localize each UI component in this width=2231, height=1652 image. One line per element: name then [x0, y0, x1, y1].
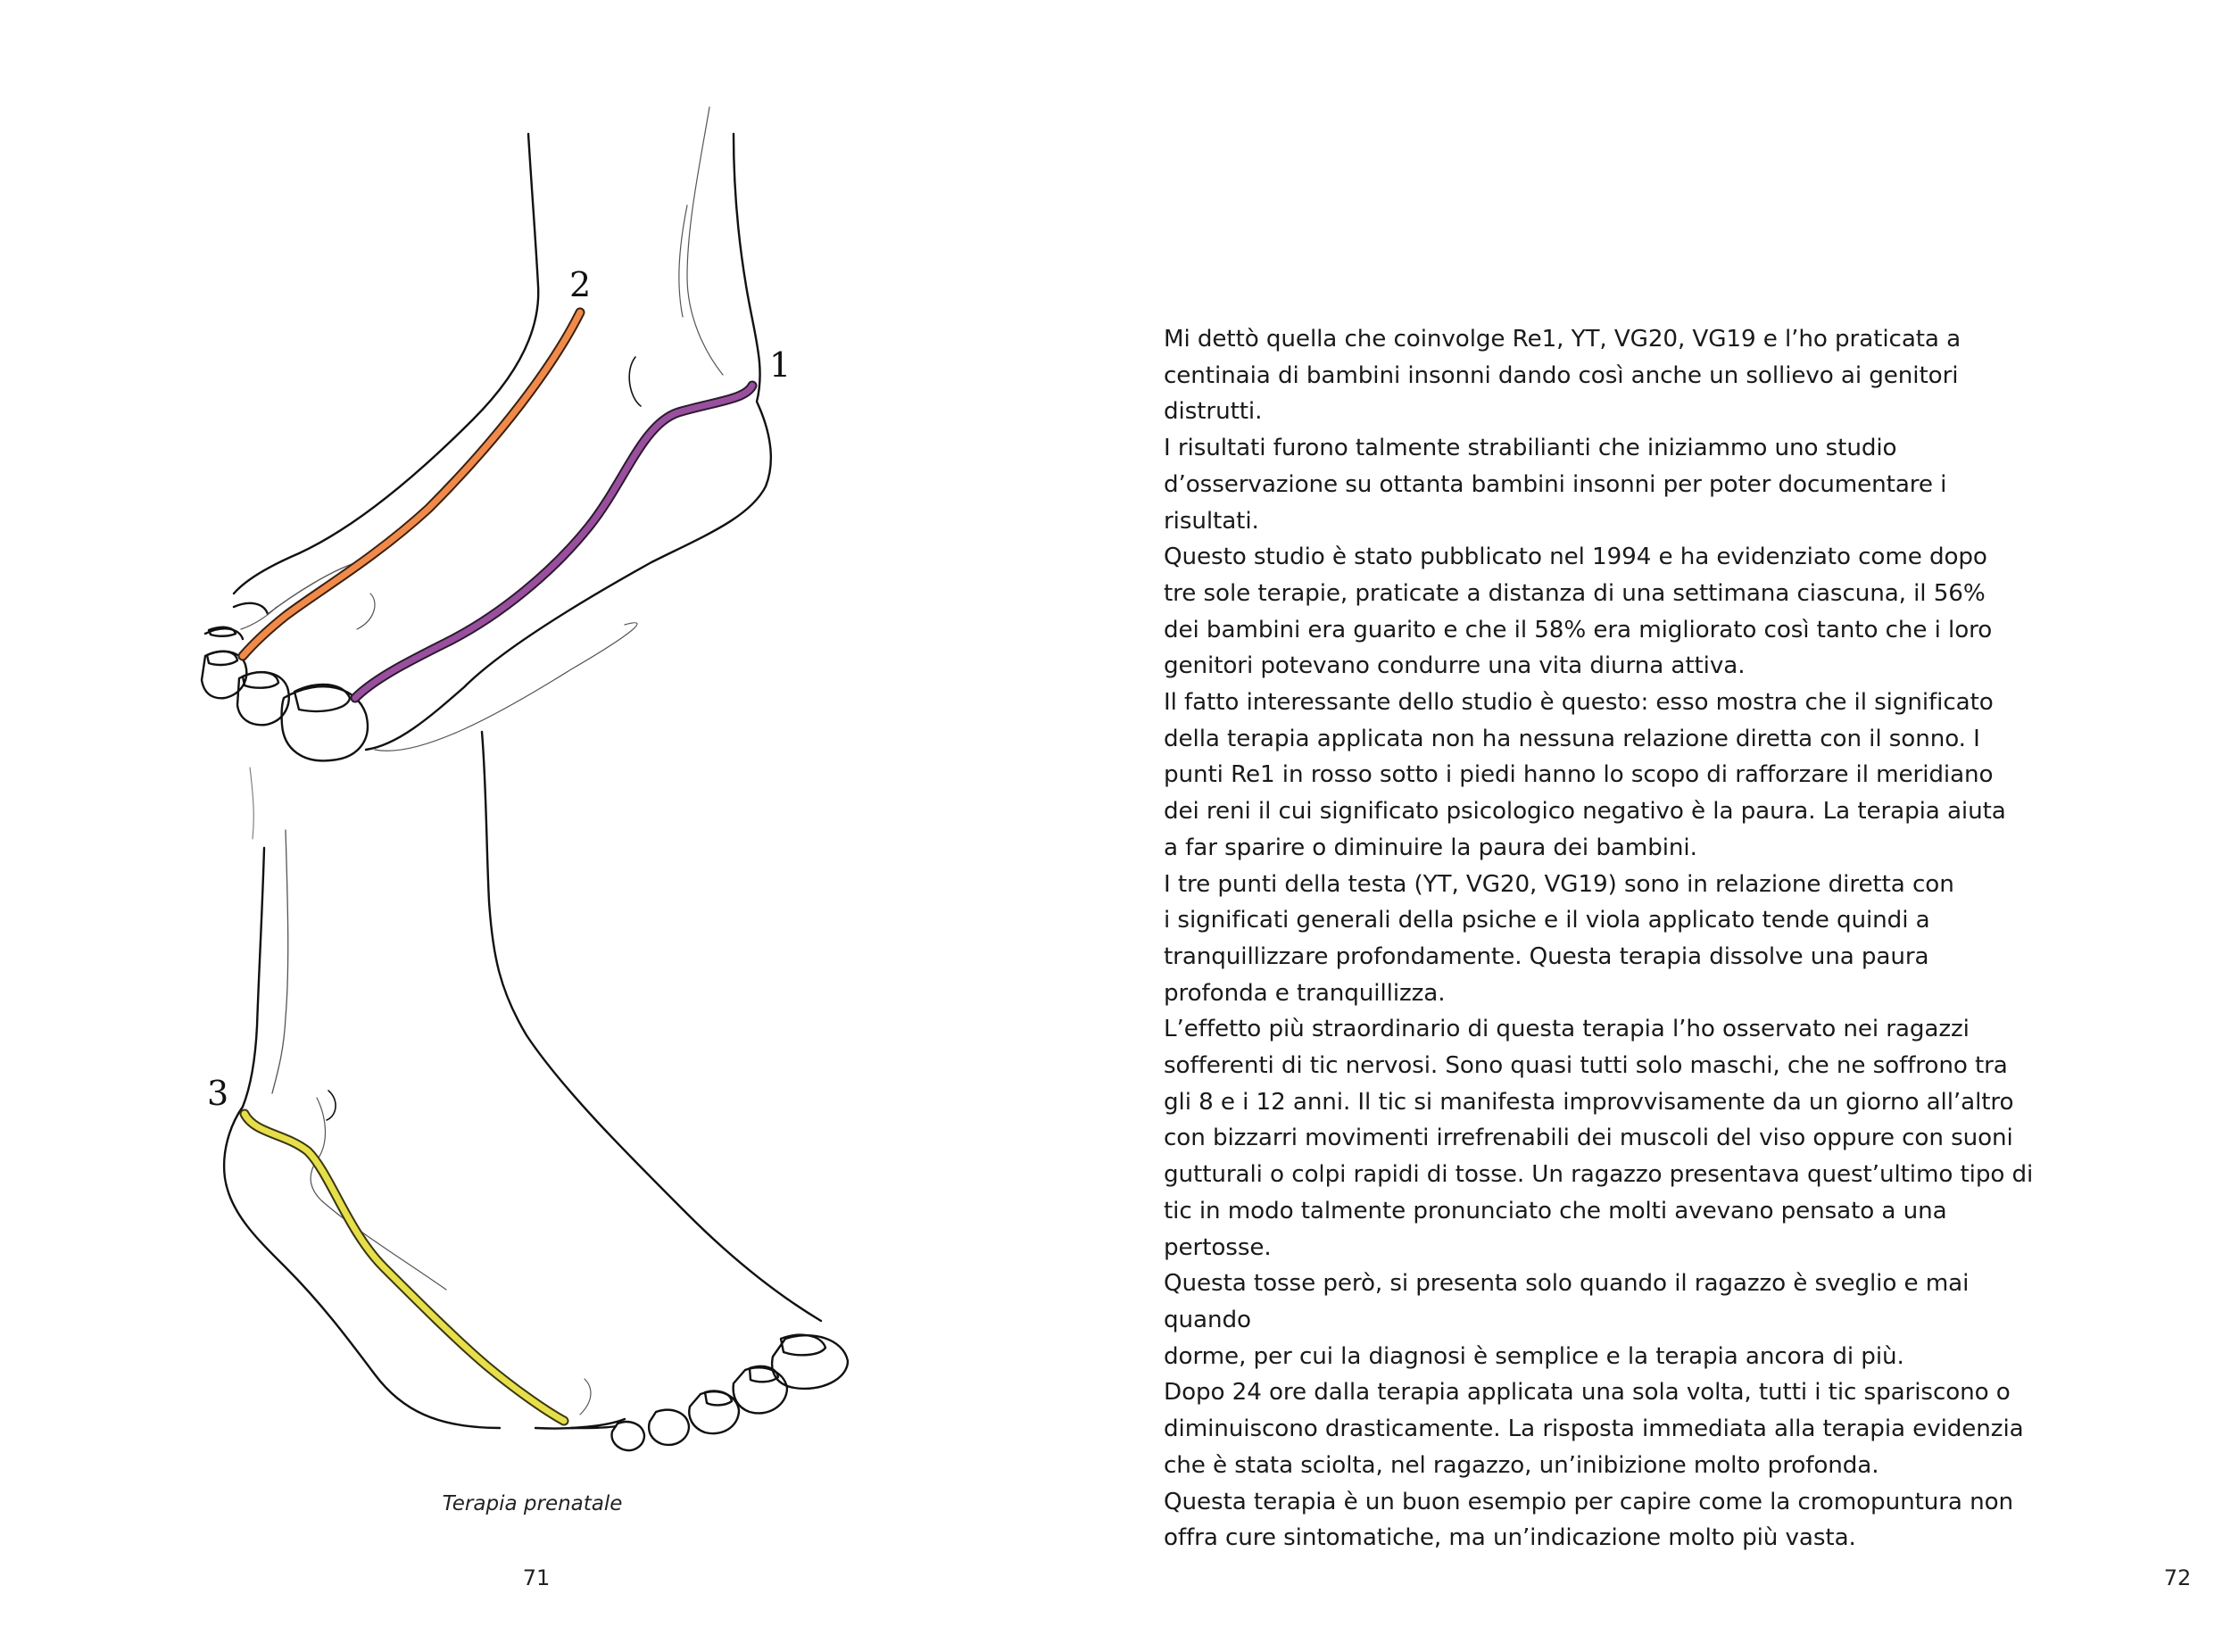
feet-illustration: [0, 0, 1065, 1517]
upper-ankle-bone: [629, 357, 641, 406]
lower-ankle-bone: [327, 1091, 336, 1120]
text-line: Il fatto interessante dello studio è questo: esso mostra che il significato: [1164, 689, 1994, 717]
upper-foot-edge: [375, 623, 637, 751]
label-2: 2: [569, 265, 592, 304]
lower-toe-3-nail: [705, 1391, 732, 1405]
text-line: profonda e tranquillizza.: [1164, 979, 1446, 1007]
meridian-2-line: [243, 312, 580, 656]
label-1: 1: [769, 345, 792, 385]
text-line: L’effetto più straordinario di questa terapia l’ho osservato nei ragazzi: [1164, 1016, 1970, 1043]
text-line: I risultati furono talmente strabilianti che iniziammo uno studio: [1164, 435, 1897, 462]
page-number-right: 72: [2163, 1565, 2192, 1590]
upper-toe-2-nail: [243, 672, 278, 687]
text-line: con bizzarri movimenti irrefrenabili dei muscoli del viso oppure con suoni: [1164, 1125, 2013, 1152]
text-line: diminuiscono drasticamente. La risposta immediata alla terapia evidenzia: [1164, 1415, 2024, 1443]
lower-toe-crease: [580, 1379, 591, 1415]
text-line: tranquillizzare profondamente. Questa terapia dissolve una paura: [1164, 942, 1929, 970]
meridian-3-line-fill: [245, 1114, 564, 1421]
lower-leg-inner-line: [272, 830, 288, 1093]
label-3: 3: [207, 1074, 229, 1113]
left-page: [0, 0, 1065, 1652]
text-line: gli 8 e i 12 anni. Il tic si manifesta improvvisamente da un giorno all’altro: [1164, 1088, 2014, 1116]
right-page: [1065, 0, 2192, 1652]
lower-toe-4: [649, 1410, 689, 1445]
upper-leg-left-outline: [234, 134, 538, 594]
text-line: Questa tosse però, si presenta solo quando il ragazzo è sveglio e mai quando: [1164, 1270, 1970, 1333]
lower-leg-right-outline: [482, 732, 821, 1321]
text-line: dorme, per cui la diagnosi è semplice e la terapia ancora di più.: [1164, 1342, 1904, 1370]
page-number-left: 71: [522, 1565, 551, 1590]
upper-toe-line-2: [357, 594, 375, 629]
text-line: Questo studio è stato pubblicato nel 1994 e ha evidenziato come dopo: [1164, 544, 1987, 571]
upper-leg-inner-line: [687, 107, 723, 375]
text-line: distrutti.: [1164, 398, 1263, 426]
text-line: sofferenti di tic nervosi. Sono quasi tutti solo maschi, che ne soffrono tra: [1164, 1052, 2008, 1080]
text-line: a far sparire o diminuire la paura dei bambini.: [1164, 834, 1697, 861]
text-line: gutturali o colpi rapidi di tosse. Un ragazzo presentava quest’ultimo tipo di: [1164, 1161, 2034, 1189]
upper-leg-inner-line-2: [679, 205, 687, 317]
upper-toe-5: [234, 603, 268, 614]
text-line: punti Re1 in rosso sotto i piedi hanno lo scopo di rafforzare il meridiano: [1164, 761, 1994, 789]
text-line: che è stata sciolta, nel ragazzo, un’inibizione molto profonda.: [1164, 1451, 1879, 1479]
text-line: centinaia di bambini insonni dando così anche un sollievo ai genitori: [1164, 361, 1959, 389]
text-line: dei bambini era guarito e che il 58% era migliorato così tanto che i loro: [1164, 616, 1993, 643]
meridian-3-line: [245, 1114, 564, 1421]
lower-leg-inner-line-2: [250, 768, 253, 839]
upper-toe-3-nail: [207, 652, 237, 665]
text-line: Dopo 24 ore dalla terapia applicata una sola volta, tutti i tic spariscono o: [1164, 1379, 2011, 1407]
text-line: tre sole terapie, praticate a distanza di una settimana ciascuna, il 56%: [1164, 579, 1986, 607]
lower-toe-2: [734, 1367, 787, 1413]
text-line: dei reni il cui significato psicologico negativo è la paura. La terapia aiuta: [1164, 798, 2006, 826]
text-line: genitori potevano condurre una vita diurna attiva.: [1164, 652, 1746, 680]
text-line: d’osservazione su ottanta bambini insonni per poter documentare i: [1164, 470, 1947, 498]
text-line: della terapia applicata non ha nessuna relazione diretta con il sonno. I: [1164, 725, 1980, 752]
upper-big-toe-nail: [294, 685, 350, 711]
text-line: Questa terapia è un buon esempio per capire come la cromopuntura non: [1164, 1488, 2013, 1515]
text-line: offra cure sintomatiche, ma un’indicazione molto più vasta.: [1164, 1524, 1856, 1552]
text-line: Mi dettò quella che coinvolge Re1, YT, VG20, VG19 e l’ho praticata a: [1164, 326, 1961, 353]
text-line: I tre punti della testa (YT, VG20, VG19) sono in relazione diretta con: [1164, 870, 1954, 898]
text-line: risultati.: [1164, 507, 1259, 535]
figure-caption: Terapia prenatale: [442, 1492, 623, 1515]
text-line: i significati generali della psiche e il viola applicato tende quindi a: [1164, 907, 1930, 934]
text-line: tic in modo talmente pronunciato che molti avevano pensato a una pertosse.: [1164, 1197, 1947, 1261]
body-text: [1164, 321, 2056, 1557]
